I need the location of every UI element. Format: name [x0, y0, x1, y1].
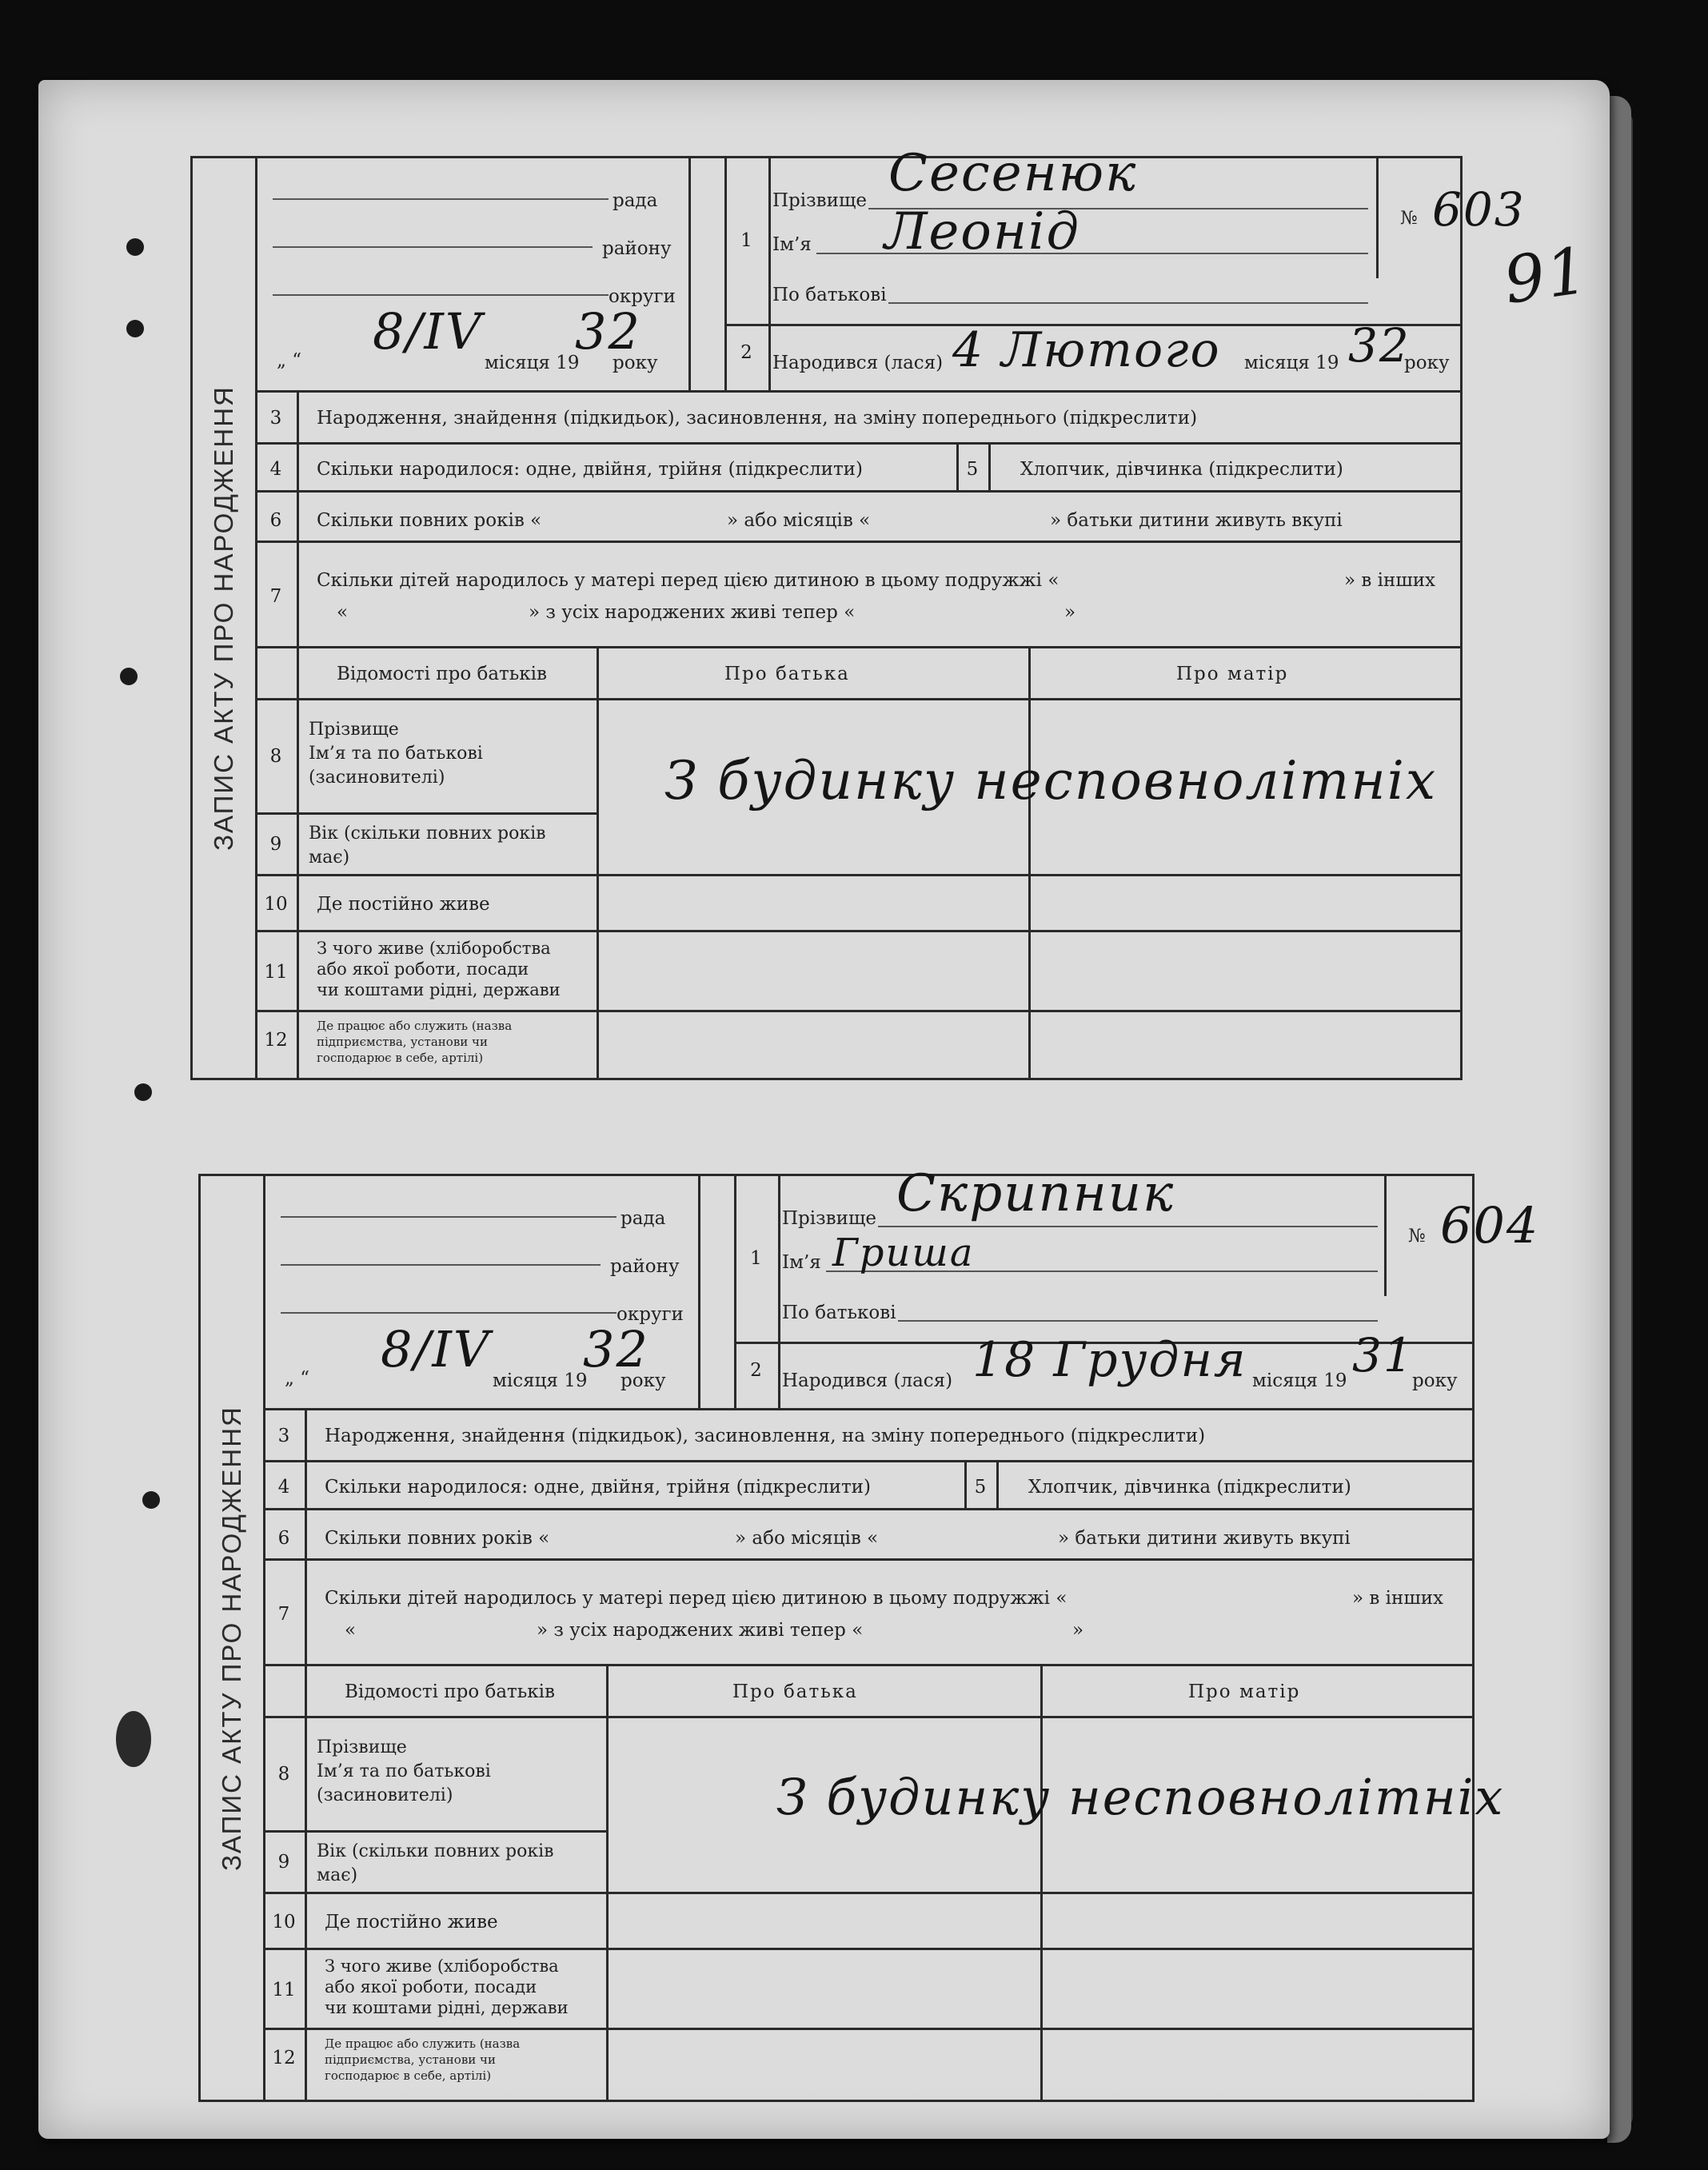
fill-in-line — [273, 198, 609, 200]
row-number: 2 — [740, 342, 752, 363]
form-label: » або місяців « — [727, 510, 871, 531]
birth-date: 18 Грудня — [972, 1332, 1247, 1388]
form-label: Прізвище — [772, 190, 867, 211]
form-label: » — [1064, 602, 1076, 623]
form-label: » або місяців « — [735, 1528, 879, 1549]
form-label: округи — [609, 286, 676, 307]
record-number: 603 — [1432, 182, 1526, 237]
binding-hole — [116, 1711, 151, 1767]
row-number: 1 — [750, 1248, 762, 1269]
birth-year: 31 — [1352, 1328, 1415, 1382]
form-label: « — [345, 1620, 357, 1641]
form-label: Скільки дітей народилось у матері перед цією дитиною в цьому подружжі « — [317, 570, 1060, 591]
page-stack-edge — [1607, 96, 1631, 2143]
row-number: 5 — [966, 459, 979, 480]
parents-note: З будинку несповнолітніх — [776, 1768, 1505, 1826]
row-number: 5 — [974, 1477, 987, 1498]
form-label: Прізвище Ім’я та по батькові (засиновителі) — [309, 720, 483, 788]
form-label: Прізвище Ім’я та по батькові (засиновителі) — [317, 1737, 491, 1805]
table-rule — [255, 698, 1460, 700]
form-label: Прізвище — [782, 1208, 876, 1229]
fill-in-line — [898, 1320, 1378, 1322]
table-rule — [255, 541, 1460, 543]
form-label: року — [1412, 1370, 1458, 1391]
form-label: місяця 19 — [485, 353, 580, 373]
table-rule — [255, 442, 1460, 445]
form-label: Ім’я — [772, 234, 812, 255]
table-rule — [263, 1830, 606, 1833]
record-side-title — [193, 158, 257, 1078]
table-rule — [263, 1948, 1472, 1950]
form-label: № — [1400, 208, 1418, 229]
birth-year: 32 — [1348, 318, 1411, 373]
birth-record-2 — [198, 1164, 1540, 2102]
form-label: Де постійно живе — [317, 894, 490, 915]
row-number: 10 — [264, 894, 288, 915]
row-number: 11 — [272, 1980, 296, 2000]
fill-in-line — [878, 1226, 1378, 1227]
table-rule — [297, 390, 299, 1078]
table-rule — [263, 1892, 1472, 1894]
binding-hole — [120, 668, 138, 685]
table-rule — [778, 1176, 780, 1408]
form-label: року — [621, 1370, 666, 1391]
table-rule — [688, 158, 691, 390]
form-label: Народився (лася) — [782, 1370, 953, 1391]
form-label: року — [1404, 353, 1450, 373]
form-label: Відомості про батьків — [345, 1681, 555, 1702]
table-rule — [1384, 1176, 1387, 1296]
table-rule — [597, 646, 599, 1078]
form-label: Скільки народилося: одне, двійня, трійня (підкреслити) — [317, 459, 863, 480]
registration-year: 32 — [583, 1320, 649, 1378]
form-label: місяця 19 — [493, 1370, 588, 1391]
table-rule — [255, 874, 1460, 876]
form-label: Скільки повних років « — [317, 510, 542, 531]
table-rule — [255, 812, 597, 815]
form-label: » з усіх народжених живі тепер « — [537, 1620, 864, 1641]
table-rule — [263, 1664, 1472, 1666]
form-label: Про батька — [732, 1681, 858, 1702]
form-label: місяця 19 — [1244, 353, 1339, 373]
fill-in-line — [281, 1264, 601, 1266]
row-number: 9 — [269, 834, 282, 855]
form-label: району — [602, 238, 672, 259]
table-rule — [263, 1408, 1472, 1410]
form-label: „ “ — [277, 350, 301, 371]
row-number: 9 — [277, 1852, 290, 1873]
row-number: 12 — [264, 1030, 288, 1051]
birth-record-1 — [190, 144, 1594, 1080]
registration-date: 8/IV — [381, 1320, 491, 1378]
row-number: 12 — [272, 2048, 296, 2068]
form-label: Скільки народилося: одне, двійня, трійня (підкреслити) — [325, 1477, 871, 1498]
table-rule — [263, 1716, 1472, 1718]
fill-in-line — [273, 246, 593, 248]
form-label: » в інших — [1344, 570, 1436, 591]
form-label: » батьки дитини живуть вкупі — [1050, 510, 1343, 531]
table-rule — [255, 1010, 1460, 1012]
row-number: 8 — [277, 1764, 290, 1785]
child-name: Леонід — [884, 202, 1080, 261]
form-label: Про батька — [724, 664, 850, 684]
row-number: 7 — [277, 1604, 290, 1625]
form-label: Де постійно живе — [325, 1912, 498, 1933]
form-label: округи — [617, 1304, 684, 1325]
form-label: Народження, знайдення (підкидьок), засиновлення, на зміну попереднього (підкреслити) — [325, 1426, 1206, 1446]
row-number: 2 — [750, 1360, 762, 1381]
table-rule — [305, 1408, 307, 2100]
table-rule — [263, 2028, 1472, 2030]
form-label: Де працює або служить (назва підприємства, установи чи господарює в себе, артілі) — [325, 2036, 521, 2083]
registration-date: 8/IV — [373, 302, 483, 361]
form-label: рада — [613, 190, 658, 211]
row-number: 4 — [269, 459, 282, 480]
row-number: 3 — [269, 408, 282, 429]
row-number: 3 — [277, 1426, 290, 1446]
table-rule — [263, 1558, 1472, 1561]
form-label: Відомості про батьків — [337, 664, 547, 684]
record-title: ЗАПИС АКТУ ПРО НАРОДЖЕННЯ — [217, 1405, 246, 1871]
row-number: 10 — [272, 1912, 296, 1933]
form-label: Про матір — [1176, 664, 1289, 684]
form-label: рада — [621, 1208, 666, 1229]
fill-in-line — [888, 302, 1368, 304]
form-label: Хлопчик, дівчинка (підкреслити) — [1020, 459, 1343, 480]
form-label: року — [613, 353, 658, 373]
form-label: „ “ — [285, 1368, 309, 1389]
form-label: » — [1072, 1620, 1084, 1641]
binding-hole — [126, 320, 144, 337]
form-label: місяця 19 — [1252, 1370, 1347, 1391]
table-rule — [255, 390, 1460, 393]
form-label: » з усіх народжених живі тепер « — [529, 602, 856, 623]
form-label: » батьки дитини живуть вкупі — [1058, 1528, 1351, 1549]
table-rule — [1028, 646, 1031, 1078]
form-label: Про матір — [1188, 1681, 1301, 1702]
table-rule — [255, 490, 1460, 493]
table-rule — [255, 930, 1460, 932]
registration-year: 32 — [575, 302, 641, 361]
form-label: По батькові — [782, 1302, 896, 1323]
form-label: « — [337, 602, 349, 623]
record-title: ЗАПИС АКТУ ПРО НАРОДЖЕННЯ — [209, 385, 238, 851]
form-label: району — [610, 1256, 680, 1277]
binding-hole — [142, 1491, 160, 1509]
binding-hole — [134, 1083, 152, 1101]
form-label: Народився (лася) — [772, 353, 944, 373]
table-rule — [988, 442, 991, 490]
form-label: Вік (скільки повних років має) — [317, 1841, 554, 1885]
form-label: Хлопчик, дівчинка (підкреслити) — [1028, 1477, 1351, 1498]
table-rule — [263, 1460, 1472, 1462]
table-rule — [768, 158, 771, 390]
form-label: По батькові — [772, 285, 887, 305]
row-number: 1 — [740, 230, 752, 251]
table-rule — [263, 1508, 1472, 1510]
table-rule — [255, 646, 1460, 648]
form-label: Вік (скільки повних років має) — [309, 824, 546, 868]
record-number: 604 — [1440, 1196, 1540, 1255]
child-name: Гриша — [832, 1231, 975, 1275]
table-rule — [1376, 158, 1379, 278]
fill-in-line — [273, 294, 609, 296]
form-label: З чого живе (хліборобства або якої роботи, посади чи коштами рідні, держави — [317, 939, 561, 999]
child-surname: Скрипник — [896, 1164, 1175, 1223]
form-label: № — [1408, 1226, 1426, 1247]
table-rule — [606, 1664, 609, 2100]
birth-date: 4 Лютого — [952, 322, 1221, 378]
table-rule — [698, 1176, 700, 1408]
form-label: З чого живе (хліборобства або якої роботи, посади чи коштами рідні, держави — [325, 1957, 569, 2017]
margin-note: 91 — [1499, 233, 1594, 318]
table-rule — [1040, 1664, 1043, 2100]
form-label: Ім’я — [782, 1252, 821, 1273]
fill-in-line — [281, 1216, 617, 1218]
row-number: 7 — [269, 586, 282, 607]
child-surname: Сесенюк — [888, 144, 1138, 203]
fill-in-line — [281, 1312, 617, 1314]
form-label: Народження, знайдення (підкидьок), засиновлення, на зміну попереднього (підкреслити) — [317, 408, 1198, 429]
form-label: Де працює або служить (назва підприємства, установи чи господарює в себе, артілі) — [317, 1019, 513, 1065]
record-side-title — [201, 1176, 265, 2100]
form-label: » в інших — [1352, 1588, 1444, 1609]
form-label: Скільки повних років « — [325, 1528, 550, 1549]
row-number: 11 — [264, 962, 288, 983]
row-number: 6 — [277, 1528, 290, 1549]
row-number: 4 — [277, 1477, 290, 1498]
row-number: 8 — [269, 746, 282, 767]
binding-hole — [126, 238, 144, 256]
row-number: 6 — [269, 510, 282, 531]
form-label: Скільки дітей народилось у матері перед цією дитиною в цьому подружжі « — [325, 1588, 1068, 1609]
table-rule — [996, 1460, 999, 1508]
parents-note: З будинку несповнолітніх — [664, 750, 1438, 812]
